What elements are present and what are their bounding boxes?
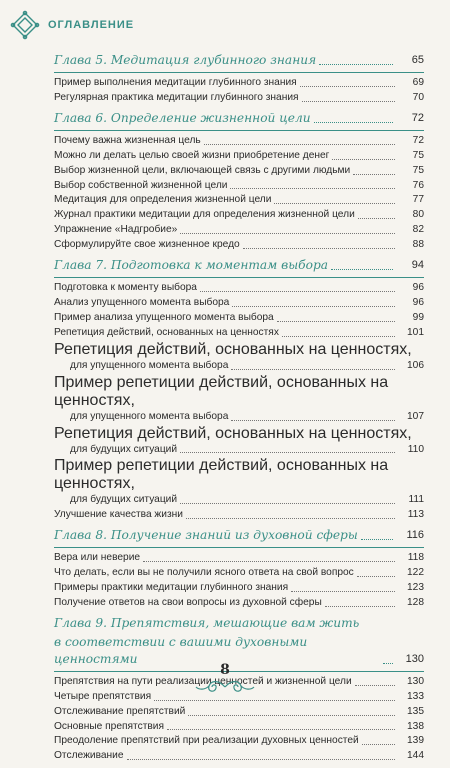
toc-entry-text: Отслеживание [54, 750, 124, 762]
toc-entry-text: Выбор жизненной цели, включающей связь с другими людьми [54, 164, 351, 176]
chapter-title-text: Глава 7. Подготовка к моментам выбора [54, 258, 329, 273]
dot-leader [355, 685, 395, 686]
toc-entry-text: Медитация для определения жизненной цели [54, 194, 272, 206]
toc-entry-text: Получение ответов на свои вопросы из духовной сферы [54, 596, 322, 608]
toc-entry-page-number: 133 [407, 690, 424, 702]
chapter-page-number: 65 [411, 54, 424, 66]
dot-leader [167, 729, 395, 730]
toc-entry-page-number: 99 [412, 311, 424, 323]
toc-entry[interactable] [54, 551, 424, 566]
ornament-icon [10, 10, 40, 40]
dot-leader [314, 122, 393, 123]
toc-entry-text: Четыре препятствия [54, 690, 152, 702]
dot-leader [180, 503, 395, 504]
toc-entry[interactable] [54, 443, 424, 458]
toc-entry-page-number: 135 [407, 705, 424, 717]
toc-entry[interactable] [54, 223, 424, 238]
toc-entry-text: Репетиция действий, основанных на ценностях [54, 326, 279, 338]
dot-leader [200, 291, 395, 292]
chapter-title-text: Глава 9. Препятствия, мешающие вам жить [54, 615, 360, 630]
toc-entry-text: Преодоление препятствий при реализации духовных ценностей [54, 735, 359, 747]
chapter-divider [54, 277, 424, 278]
toc-entry[interactable] [54, 149, 424, 164]
toc-entry-page-number: 111 [408, 494, 424, 506]
toc-entry-text: Выбор собственной жизненной цели [54, 179, 228, 191]
toc-entry-page-number: 82 [412, 224, 424, 236]
toc-entry-text: Отслеживание препятствий [54, 705, 186, 717]
chapter-title-text: в соответствии с вашими духовными ценностями [54, 634, 308, 666]
toc-entry[interactable] [54, 705, 424, 720]
table-of-contents [54, 52, 424, 768]
chapter-page-number: 72 [411, 111, 424, 124]
dot-leader [302, 101, 395, 102]
toc-entry-text: Сформулируйте свое жизненное кредо [54, 239, 240, 251]
toc-entry[interactable] [54, 566, 424, 581]
chapter-title-text: Глава 5. Медитация глубинного знания [54, 53, 317, 67]
toc-entry[interactable] [54, 296, 424, 311]
toc-entry[interactable] [54, 208, 424, 223]
toc-entry-page-number: 113 [407, 509, 424, 521]
chapter-title-text: Глава 6. Определение жизненной цели [54, 110, 311, 125]
dot-leader [332, 159, 395, 160]
toc-entry-text: Можно ли делать целью своей жизни приобретение денег [54, 149, 330, 161]
dot-leader [282, 336, 395, 337]
dot-leader [204, 144, 395, 145]
toc-entry-page-number: 75 [412, 164, 424, 176]
chapter-page-number: 116 [406, 529, 424, 542]
toc-entry-text: Примеры практики медитации глубинного знания [54, 582, 289, 594]
toc-entry[interactable] [54, 508, 424, 523]
dot-leader [291, 591, 395, 592]
toc-entry-page-number: 123 [407, 582, 424, 594]
toc-entry-page-number: 76 [412, 179, 424, 191]
toc-entry-text: Препятствия на пути реализации ценностей и жизненной цели [54, 675, 352, 687]
toc-entry[interactable] [54, 749, 424, 764]
toc-entry-page-number: 80 [412, 209, 424, 221]
toc-entry-text: Основные препятствия [54, 720, 164, 732]
chapter-heading[interactable] [54, 52, 424, 71]
toc-entry-first-line: Пример репетиции действий, основанных на ценностях, [54, 373, 389, 409]
chapter-heading[interactable] [54, 257, 424, 276]
toc-entry-text: Что делать, если вы не получили ясного ответа на свой вопрос [54, 567, 354, 579]
toc-entry[interactable] [54, 193, 424, 208]
chapter-heading[interactable] [54, 110, 424, 129]
toc-entry[interactable] [54, 134, 424, 149]
toc-entry-text: для упущенного момента выбора [70, 410, 229, 422]
toc-entry-page-number: 77 [412, 194, 424, 206]
chapter-group [54, 257, 424, 523]
toc-entry-first-line: Репетиция действий, основанных на ценностях, [54, 424, 412, 442]
chapter-divider [54, 130, 424, 131]
toc-entry-text: для будущих ситуаций [70, 443, 178, 455]
dot-leader [325, 606, 395, 607]
toc-entry-text: Вера или неверие [54, 552, 141, 564]
chapter-page-number: 130 [405, 652, 424, 665]
toc-entry[interactable] [54, 410, 424, 425]
toc-entry-page-number: 138 [407, 720, 424, 732]
dot-leader [362, 744, 395, 745]
toc-entry-page-number: 122 [407, 567, 424, 579]
dot-leader [232, 306, 395, 307]
dot-leader [231, 420, 395, 421]
toc-entry-text: Пример выполнения медитации глубинного знания [54, 77, 297, 88]
chapter-heading[interactable] [54, 527, 424, 546]
dot-leader [154, 700, 395, 701]
toc-entry[interactable] [54, 179, 424, 194]
dot-leader [331, 269, 393, 270]
toc-entry-page-number: 106 [407, 359, 424, 371]
toc-entry-text: для упущенного момента выбора [70, 359, 229, 371]
dot-leader [231, 369, 395, 370]
toc-entry-page-number: 96 [412, 296, 424, 308]
dot-leader [143, 561, 395, 562]
dot-leader [319, 64, 393, 65]
toc-entry[interactable] [54, 281, 424, 296]
dot-leader [127, 759, 395, 760]
toc-entry-page-number: 72 [412, 134, 424, 146]
page-title: ОГЛАВЛЕНИЕ [48, 19, 135, 31]
dot-leader [357, 576, 395, 577]
flourish-ornament-icon [195, 678, 255, 696]
toc-entry-text: Анализ упущенного момента выбора [54, 296, 230, 308]
toc-entry[interactable] [54, 311, 424, 326]
dot-leader [180, 233, 395, 234]
chapter-title-line [54, 615, 424, 634]
dot-leader [277, 321, 395, 322]
toc-entry-page-number: 110 [407, 443, 424, 455]
dot-leader [361, 539, 393, 540]
toc-entry-first-line: Пример репетиции действий, основанных на ценностях, [54, 457, 389, 493]
toc-entry[interactable] [54, 91, 424, 106]
toc-entry-page-number: 88 [412, 239, 424, 251]
toc-entry-page-number: 75 [412, 149, 424, 161]
toc-entry-text: Почему важна жизненная цель [54, 134, 201, 146]
toc-entry-text: Регулярная практика медитации глубинного знания [54, 91, 299, 103]
toc-entry-first-line: Репетиция действий, основанных на ценностях, [54, 340, 412, 358]
toc-entry[interactable] [54, 493, 424, 508]
chapter-page-number: 94 [411, 259, 424, 272]
dot-leader [188, 715, 395, 716]
toc-entry-text: Журнал практики медитации для определения жизненной цели [54, 209, 355, 221]
toc-entry-page-number: 130 [407, 675, 424, 687]
toc-entry-page-number: 69 [412, 77, 424, 88]
toc-entry[interactable] [54, 734, 424, 749]
toc-entry[interactable] [54, 596, 424, 611]
toc-entry-page-number: 128 [407, 596, 424, 608]
chapter-title-text: Глава 8. Получение знаний из духовной сферы [54, 528, 358, 543]
toc-entry-text: для будущих ситуаций [70, 494, 178, 506]
toc-entry-text: Подготовка к моменту выбора [54, 282, 197, 294]
chapter-group [54, 52, 424, 106]
dot-leader [180, 452, 395, 453]
toc-entry[interactable] [54, 359, 424, 374]
chapter-divider [54, 547, 424, 548]
toc-entry-page-number: 144 [407, 750, 424, 762]
toc-entry-text: Упражнение «Надгробие» [54, 224, 178, 236]
toc-entry[interactable] [54, 238, 424, 253]
toc-entry[interactable] [54, 164, 424, 179]
dot-leader [274, 203, 395, 204]
chapter-group [54, 527, 424, 611]
toc-entry[interactable] [54, 581, 424, 596]
dot-leader [186, 518, 395, 519]
toc-entry-page-number: 96 [412, 282, 424, 294]
dot-leader [243, 248, 395, 249]
toc-entry-page-number: 107 [407, 410, 424, 422]
dot-leader [300, 86, 395, 87]
toc-entry-page-number: 118 [407, 552, 424, 564]
dot-leader [358, 218, 395, 219]
toc-entry-page-number: 139 [407, 735, 424, 747]
toc-entry[interactable] [54, 720, 424, 735]
page-header [10, 10, 134, 40]
chapter-divider [54, 72, 424, 73]
toc-entry[interactable] [54, 76, 424, 91]
dot-leader [353, 174, 395, 175]
toc-entry-text: Пример анализа упущенного момента выбора [54, 311, 274, 323]
chapter-group [54, 110, 424, 253]
dot-leader [230, 188, 395, 189]
toc-entry[interactable] [54, 326, 424, 341]
page-number: 8 [220, 662, 230, 678]
toc-entry-text: Улучшение качества жизни [54, 509, 183, 521]
toc-entry-page-number: 70 [412, 91, 424, 103]
toc-entry-page-number: 101 [407, 326, 424, 338]
